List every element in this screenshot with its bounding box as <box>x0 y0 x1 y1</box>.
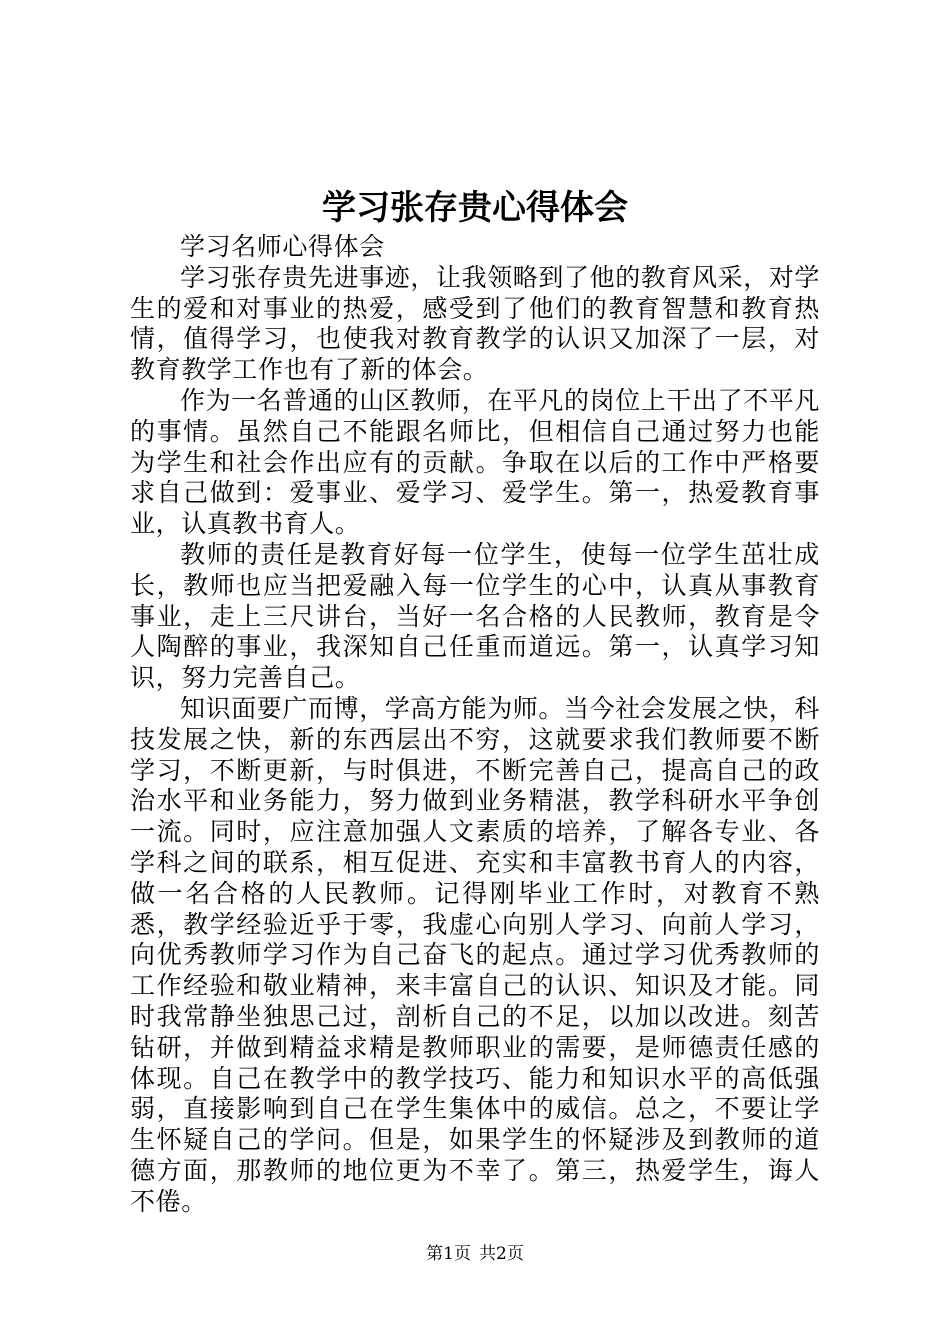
page-total: 共2页 <box>479 1244 524 1264</box>
page-number: 第1页 <box>426 1244 471 1264</box>
page-footer <box>0 1242 950 1266</box>
paragraph: 学习张存贵先进事迹，让我领略到了他的教育风采，对学生的爱和对事业的热爱，感受到了他们的教育智慧和教育热情，值得学习，也使我对教育教学的认识又加深了一层，对教育教学工作也有了新的体会。 <box>130 262 821 385</box>
paragraph: 知识面要广而博，学高方能为师。当今社会发展之快，科技发展之快，新的东西层出不穷，这就要求我们教师要不断学习，不断更新，与时俱进，不断完善自己，提高自己的政治水平和业务能力，努力做到业务精湛，教学科研水平争创一流。同时，应注意加强人文素质的培养，了解各专业、各学科之间的联系，相互促进、充实和丰富教书育人的内容，做一名合格的人民教师。记得刚毕业工作时，对教育不熟悉，教学经验近乎于零，我虚心向别人学习、向前人学习，向优秀教师学习作为自己奋飞的起点。通过学习优秀教师的工作经验和敬业精神，来丰富自己的认识、知识及才能。同时我常静坐独思己过，剖析自己的不足，以加以改进。刻苦钻研，并做到精益求精是教师职业的需要，是师德责任感的体现。自己在教学中的教学技巧、能力和知识水平的高低强弱，直接影响到自己在学生集体中的威信。总之，不要让学生怀疑自己的学问。但是，如果学生的怀疑涉及到教师的道德方面，那教师的地位更为不幸了。第三，热爱学生，诲人不倦。 <box>130 693 821 1216</box>
paragraph: 作为一名普通的山区教师，在平凡的岗位上干出了不平凡的事情。虽然自己不能跟名师比，但相信自己通过努力也能为学生和社会作出应有的贡献。争取在以后的工作中严格要求自己做到：爱事业、爱学习、爱学生。第一，热爱教育事业，认真教书育人。 <box>130 385 821 539</box>
document-body <box>130 232 820 1218</box>
paragraph-subtitle: 学习名师心得体会 <box>180 232 385 261</box>
paragraph: 教师的责任是教育好每一位学生，使每一位学生茁壮成长，教师也应当把爱融入每一位学生的心中，认真从事教育事业，走上三尺讲台，当好一名合格的人民教师，教育是令人陶醉的事业，我深知自己任重而道远。第一，认真学习知识，努力完善自己。 <box>130 539 820 693</box>
document-title: 学习张存贵心得体会 <box>322 188 628 228</box>
